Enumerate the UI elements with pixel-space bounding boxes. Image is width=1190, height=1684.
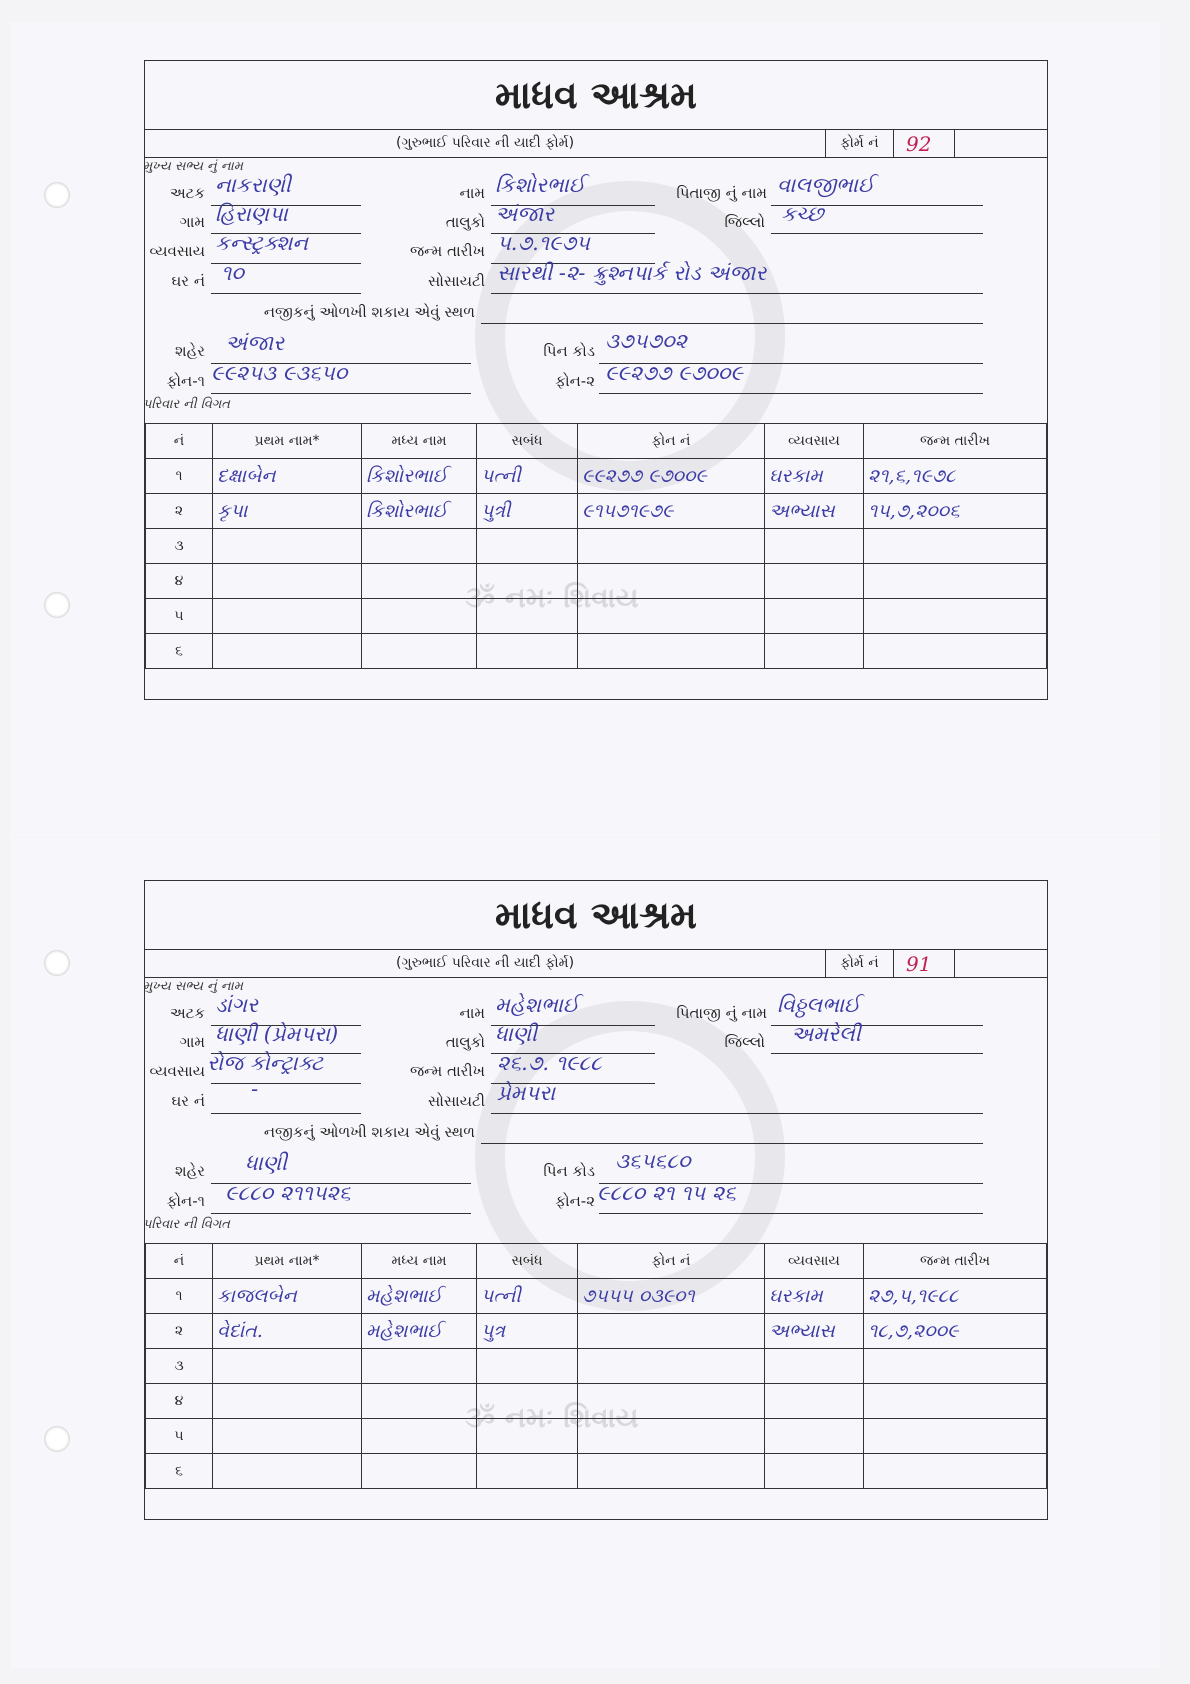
form-subtitle: (ગુરુભાઈ પરિવાર ની યાદી ફોર્મ) bbox=[395, 955, 575, 971]
cell-first-name[interactable] bbox=[213, 1454, 362, 1489]
cell-middle-name[interactable] bbox=[362, 634, 477, 669]
city-label: શહેર bbox=[175, 342, 205, 360]
table-row bbox=[146, 494, 1047, 529]
cell-middle-name[interactable] bbox=[362, 1349, 477, 1384]
dob-label: જન્મ તારીખ bbox=[409, 242, 485, 260]
family-section-label: પરિવાર ની વિગત bbox=[143, 397, 230, 412]
table-row bbox=[146, 599, 1047, 634]
form-number-value[interactable]: 92 bbox=[893, 130, 955, 157]
table-row bbox=[146, 529, 1047, 564]
society-label: સોસાયટી bbox=[427, 272, 485, 290]
cell-dob[interactable] bbox=[864, 1454, 1047, 1489]
landmark-line bbox=[481, 1143, 983, 1144]
father-name-value[interactable]: વિઠ્ઠલભાઈ bbox=[777, 993, 861, 1017]
cell-phone[interactable]: ૭૫૫૫ ૦૩૯૦૧ bbox=[578, 1279, 765, 1314]
cell-occupation[interactable] bbox=[765, 1419, 864, 1454]
surname-label: અટક bbox=[169, 1004, 205, 1022]
father-name-label: પિતાજી નું નામ bbox=[676, 1004, 767, 1022]
table-row bbox=[146, 459, 1047, 494]
cell-middle-name[interactable] bbox=[362, 599, 477, 634]
dob-label: જન્મ તારીખ bbox=[409, 1062, 485, 1080]
dob-value[interactable]: ૫.૭.૧૯૭૫ bbox=[497, 231, 590, 255]
cell-relation[interactable] bbox=[477, 564, 578, 599]
occupation-line bbox=[211, 1083, 361, 1084]
registration-form-1 bbox=[144, 60, 1048, 700]
watermark-text: ૐ નમઃ શિવાય bbox=[465, 1401, 639, 1434]
district-label: જિલ્લો bbox=[724, 213, 765, 231]
cell-phone[interactable] bbox=[578, 1349, 765, 1384]
cell-first-name[interactable] bbox=[213, 564, 362, 599]
col-header-dob: જન્મ તારીખ bbox=[864, 1244, 1047, 1279]
phone1-value[interactable]: ૯૯૨૫૩ ૯૩૬૫૦ bbox=[211, 361, 348, 385]
house-no-label: ઘર નં bbox=[171, 1092, 205, 1110]
head-member-section-label: મુખ્ય સભ્ય નું નામ bbox=[143, 159, 243, 174]
phone2-line bbox=[599, 393, 983, 394]
cell-relation[interactable]: પુત્રી bbox=[477, 494, 578, 529]
cell-no: ૬ bbox=[146, 1454, 213, 1489]
cell-relation[interactable] bbox=[477, 599, 578, 634]
form-number-label: ફોર્મ નં bbox=[825, 950, 893, 977]
phone1-label: ફોન-૧ bbox=[166, 1192, 205, 1210]
cell-dob[interactable]: ૨૧,૬,૧૯૭૮ bbox=[864, 459, 1047, 494]
house-no-label: ઘર નં bbox=[171, 272, 205, 290]
society-line bbox=[491, 293, 983, 294]
city-value[interactable]: ધાણી bbox=[245, 1151, 288, 1175]
cell-no: ૨ bbox=[146, 494, 213, 529]
phone2-value[interactable]: ૯૮૮૦ ૨૧ ૧૫ ૨૬ bbox=[597, 1181, 736, 1205]
cell-relation[interactable]: પત્ની bbox=[477, 459, 578, 494]
cell-dob[interactable] bbox=[864, 634, 1047, 669]
dob-value[interactable]: ૨૬.૭. ૧૯૮૮ bbox=[497, 1051, 602, 1075]
cell-phone[interactable] bbox=[578, 599, 765, 634]
cell-no: ૪ bbox=[146, 564, 213, 599]
cell-first-name[interactable]: કૃપા bbox=[213, 494, 362, 529]
village-label: ગામ bbox=[179, 1033, 205, 1051]
surname-value[interactable]: ડાંગર bbox=[215, 993, 258, 1017]
pincode-value[interactable]: ૩૬૫૬૮૦ bbox=[615, 1149, 691, 1173]
father-name-value[interactable]: વાલજીભાઈ bbox=[777, 173, 875, 197]
col-header-first-name: પ્રથમ નામ* bbox=[213, 1244, 362, 1279]
punch-hole bbox=[44, 950, 70, 976]
cell-relation[interactable] bbox=[477, 1419, 578, 1454]
cell-dob[interactable]: ૧૮,૭,૨૦૦૯ bbox=[864, 1314, 1047, 1349]
cell-no: ૪ bbox=[146, 1384, 213, 1419]
cell-middle-name[interactable] bbox=[362, 1454, 477, 1489]
phone2-line bbox=[599, 1213, 983, 1214]
district-value[interactable]: અમરેલી bbox=[791, 1022, 861, 1046]
table-row bbox=[146, 1279, 1047, 1314]
form-subtitle-bar bbox=[145, 130, 1047, 158]
phone2-label: ફોન-૨ bbox=[555, 1192, 595, 1210]
cell-middle-name[interactable] bbox=[362, 1384, 477, 1419]
punch-hole bbox=[44, 592, 70, 618]
cell-occupation[interactable]: અભ્યાસ bbox=[765, 494, 864, 529]
cell-middle-name[interactable]: મહેશભાઈ bbox=[362, 1314, 477, 1349]
city-label: શહેર bbox=[175, 1162, 205, 1180]
district-line bbox=[771, 233, 983, 234]
cell-middle-name[interactable]: કિશોરભાઈ bbox=[362, 459, 477, 494]
taluka-label: તાલુકો bbox=[445, 1033, 485, 1051]
cell-phone[interactable]: ૯૯૨૭૭ ૯૭૦૦૯ bbox=[578, 459, 765, 494]
name-value[interactable]: કિશોરભાઈ bbox=[495, 173, 586, 197]
cell-occupation[interactable] bbox=[765, 1384, 864, 1419]
house-no-line bbox=[211, 293, 361, 294]
cell-occupation[interactable] bbox=[765, 529, 864, 564]
name-label: નામ bbox=[459, 184, 485, 202]
head-member-section-label: મુખ્ય સભ્ય નું નામ bbox=[143, 979, 243, 994]
family-table bbox=[145, 1243, 1047, 1489]
col-header-first-name: પ્રથમ નામ* bbox=[213, 424, 362, 459]
district-label: જિલ્લો bbox=[724, 1033, 765, 1051]
city-value[interactable]: અંજાર bbox=[225, 331, 284, 355]
cell-relation[interactable] bbox=[477, 529, 578, 564]
society-value[interactable]: પ્રેમપરા bbox=[497, 1081, 556, 1105]
cell-dob[interactable]: ૨૭,૫,૧૯૮૮ bbox=[864, 1279, 1047, 1314]
village-value[interactable]: ધાણી (પ્રેમપરા) bbox=[215, 1022, 339, 1046]
family-table bbox=[145, 423, 1047, 669]
phone2-value[interactable]: ૯૯૨૭૭ ૯૭૦૦૯ bbox=[605, 361, 743, 385]
col-header-no: નં bbox=[146, 1244, 213, 1279]
col-header-middle-name: મધ્ય નામ bbox=[362, 424, 477, 459]
name-value[interactable]: મહેશભાઈ bbox=[495, 993, 580, 1017]
cell-phone[interactable] bbox=[578, 564, 765, 599]
phone1-line bbox=[211, 1213, 471, 1214]
cell-middle-name[interactable] bbox=[362, 1419, 477, 1454]
cell-relation[interactable] bbox=[477, 634, 578, 669]
cell-relation[interactable]: પત્ની bbox=[477, 1279, 578, 1314]
occupation-value[interactable]: રોજ કોન્ટ્રાક્ટ bbox=[207, 1051, 324, 1075]
table-row bbox=[146, 1419, 1047, 1454]
cell-relation[interactable] bbox=[477, 1454, 578, 1489]
surname-value[interactable]: નાકરાણી bbox=[215, 173, 291, 197]
cell-occupation[interactable]: ઘરકામ bbox=[765, 459, 864, 494]
cell-phone[interactable] bbox=[578, 1454, 765, 1489]
col-header-phone: ફોન નં bbox=[578, 1244, 765, 1279]
pincode-label: પિન કોડ bbox=[543, 342, 595, 360]
cell-dob[interactable]: ૧૫,૭,૨૦૦૬ bbox=[864, 494, 1047, 529]
society-value[interactable]: સારથી -૨- ક્રુશ્નપાર્ક રોડ અંજાર bbox=[497, 261, 767, 285]
cell-first-name[interactable] bbox=[213, 1419, 362, 1454]
family-section-label: પરિવાર ની વિગત bbox=[143, 1217, 230, 1232]
cell-occupation[interactable]: ઘરકામ bbox=[765, 1279, 864, 1314]
pincode-value[interactable]: ૩૭૫૭૦૨ bbox=[605, 329, 687, 353]
cell-first-name[interactable]: કાજલબેન bbox=[213, 1279, 362, 1314]
cell-phone[interactable] bbox=[578, 1314, 765, 1349]
cell-no: ૩ bbox=[146, 1349, 213, 1384]
cell-no: ૨ bbox=[146, 1314, 213, 1349]
cell-occupation[interactable] bbox=[765, 599, 864, 634]
table-header-row bbox=[146, 1244, 1047, 1279]
house-no-value[interactable]: ૧૦ bbox=[221, 261, 244, 285]
table-row bbox=[146, 1349, 1047, 1384]
landmark-label: નજીકનું ઓળખી શકાય એવું સ્થળ bbox=[263, 303, 475, 321]
cell-phone[interactable] bbox=[578, 634, 765, 669]
registration-form-2 bbox=[144, 880, 1048, 1520]
cell-middle-name[interactable]: કિશોરભાઈ bbox=[362, 494, 477, 529]
punch-hole bbox=[44, 1426, 70, 1452]
table-header-row bbox=[146, 424, 1047, 459]
table-row bbox=[146, 1454, 1047, 1489]
col-header-no: નં bbox=[146, 424, 213, 459]
pincode-label: પિન કોડ bbox=[543, 1162, 595, 1180]
col-header-dob: જન્મ તારીખ bbox=[864, 424, 1047, 459]
cell-dob[interactable] bbox=[864, 1419, 1047, 1454]
landmark-line bbox=[481, 323, 983, 324]
cell-phone[interactable]: ૯૧૫૭૧૯૭૯ bbox=[578, 494, 765, 529]
col-header-relation: સબંધ bbox=[477, 1244, 578, 1279]
col-header-middle-name: મધ્ય નામ bbox=[362, 1244, 477, 1279]
taluka-label: તાલુકો bbox=[445, 213, 485, 231]
form-subtitle: (ગુરુભાઈ પરિવાર ની યાદી ફોર્મ) bbox=[395, 135, 575, 151]
table-row bbox=[146, 1314, 1047, 1349]
col-header-phone: ફોન નં bbox=[578, 424, 765, 459]
col-header-occupation: વ્યવસાય bbox=[765, 1244, 864, 1279]
punch-hole bbox=[44, 182, 70, 208]
cell-first-name[interactable] bbox=[213, 634, 362, 669]
occupation-label: વ્યવસાય bbox=[149, 1062, 205, 1080]
cell-first-name[interactable] bbox=[213, 529, 362, 564]
form-subtitle-bar bbox=[145, 950, 1047, 978]
surname-label: અટક bbox=[169, 184, 205, 202]
cell-occupation[interactable] bbox=[765, 1349, 864, 1384]
phone1-label: ફોન-૧ bbox=[166, 372, 205, 390]
table-row bbox=[146, 634, 1047, 669]
cell-middle-name[interactable] bbox=[362, 564, 477, 599]
cell-first-name[interactable]: દક્ષાબેન bbox=[213, 459, 362, 494]
cell-dob[interactable] bbox=[864, 1384, 1047, 1419]
cell-no: ૧ bbox=[146, 459, 213, 494]
landmark-label: નજીકનું ઓળખી શકાય એવું સ્થળ bbox=[263, 1123, 475, 1141]
society-label: સોસાયટી bbox=[427, 1092, 485, 1110]
house-no-line bbox=[211, 1113, 361, 1114]
village-label: ગામ bbox=[179, 213, 205, 231]
cell-occupation[interactable] bbox=[765, 1454, 864, 1489]
name-label: નામ bbox=[459, 1004, 485, 1022]
form-number-label: ફોર્મ નં bbox=[825, 130, 893, 157]
cell-first-name[interactable] bbox=[213, 1384, 362, 1419]
form-number-value[interactable]: 91 bbox=[893, 950, 955, 977]
col-header-relation: સબંધ bbox=[477, 424, 578, 459]
house-no-value[interactable]: - bbox=[251, 1077, 259, 1101]
district-line bbox=[771, 1053, 983, 1054]
cell-phone[interactable] bbox=[578, 529, 765, 564]
cell-occupation[interactable]: અભ્યાસ bbox=[765, 1314, 864, 1349]
cell-dob[interactable] bbox=[864, 529, 1047, 564]
cell-dob[interactable] bbox=[864, 1349, 1047, 1384]
form-title: માધવ આશ્રમ bbox=[145, 61, 1047, 130]
cell-no: ૧ bbox=[146, 1279, 213, 1314]
cell-first-name[interactable]: વેદાંત. bbox=[213, 1314, 362, 1349]
cell-relation[interactable] bbox=[477, 1349, 578, 1384]
cell-middle-name[interactable] bbox=[362, 529, 477, 564]
cell-relation[interactable] bbox=[477, 1384, 578, 1419]
cell-no: ૫ bbox=[146, 1419, 213, 1454]
cell-phone[interactable] bbox=[578, 1419, 765, 1454]
cell-dob[interactable] bbox=[864, 599, 1047, 634]
phone1-value[interactable]: ૯૮૮૦ ૨૧૧૫૨૬ bbox=[225, 1181, 351, 1205]
cell-middle-name[interactable]: મહેશભાઈ bbox=[362, 1279, 477, 1314]
cell-occupation[interactable] bbox=[765, 634, 864, 669]
cell-dob[interactable] bbox=[864, 564, 1047, 599]
watermark-text: ૐ નમઃ શિવાય bbox=[465, 581, 639, 614]
taluka-value[interactable]: ધાણી bbox=[495, 1022, 538, 1046]
cell-no: ૬ bbox=[146, 634, 213, 669]
table-row bbox=[146, 564, 1047, 599]
society-line bbox=[491, 1113, 983, 1114]
father-name-label: પિતાજી નું નામ bbox=[676, 184, 767, 202]
occupation-value[interactable]: કન્સ્ટ્રક્શન bbox=[215, 231, 309, 255]
cell-no: ૩ bbox=[146, 529, 213, 564]
occupation-label: વ્યવસાય bbox=[149, 242, 205, 260]
cell-phone[interactable] bbox=[578, 1384, 765, 1419]
cell-no: ૫ bbox=[146, 599, 213, 634]
district-value[interactable]: કચ્છ bbox=[781, 202, 824, 226]
phone2-label: ફોન-૨ bbox=[555, 372, 595, 390]
form-title: માધવ આશ્રમ bbox=[145, 881, 1047, 950]
village-value[interactable]: હિરાણપા bbox=[215, 202, 288, 226]
table-row bbox=[146, 1384, 1047, 1419]
col-header-occupation: વ્યવસાય bbox=[765, 424, 864, 459]
phone1-line bbox=[211, 393, 471, 394]
cell-relation[interactable]: પુત્ર bbox=[477, 1314, 578, 1349]
cell-occupation[interactable] bbox=[765, 564, 864, 599]
cell-first-name[interactable] bbox=[213, 599, 362, 634]
cell-first-name[interactable] bbox=[213, 1349, 362, 1384]
taluka-value[interactable]: અંજાર bbox=[495, 202, 554, 226]
